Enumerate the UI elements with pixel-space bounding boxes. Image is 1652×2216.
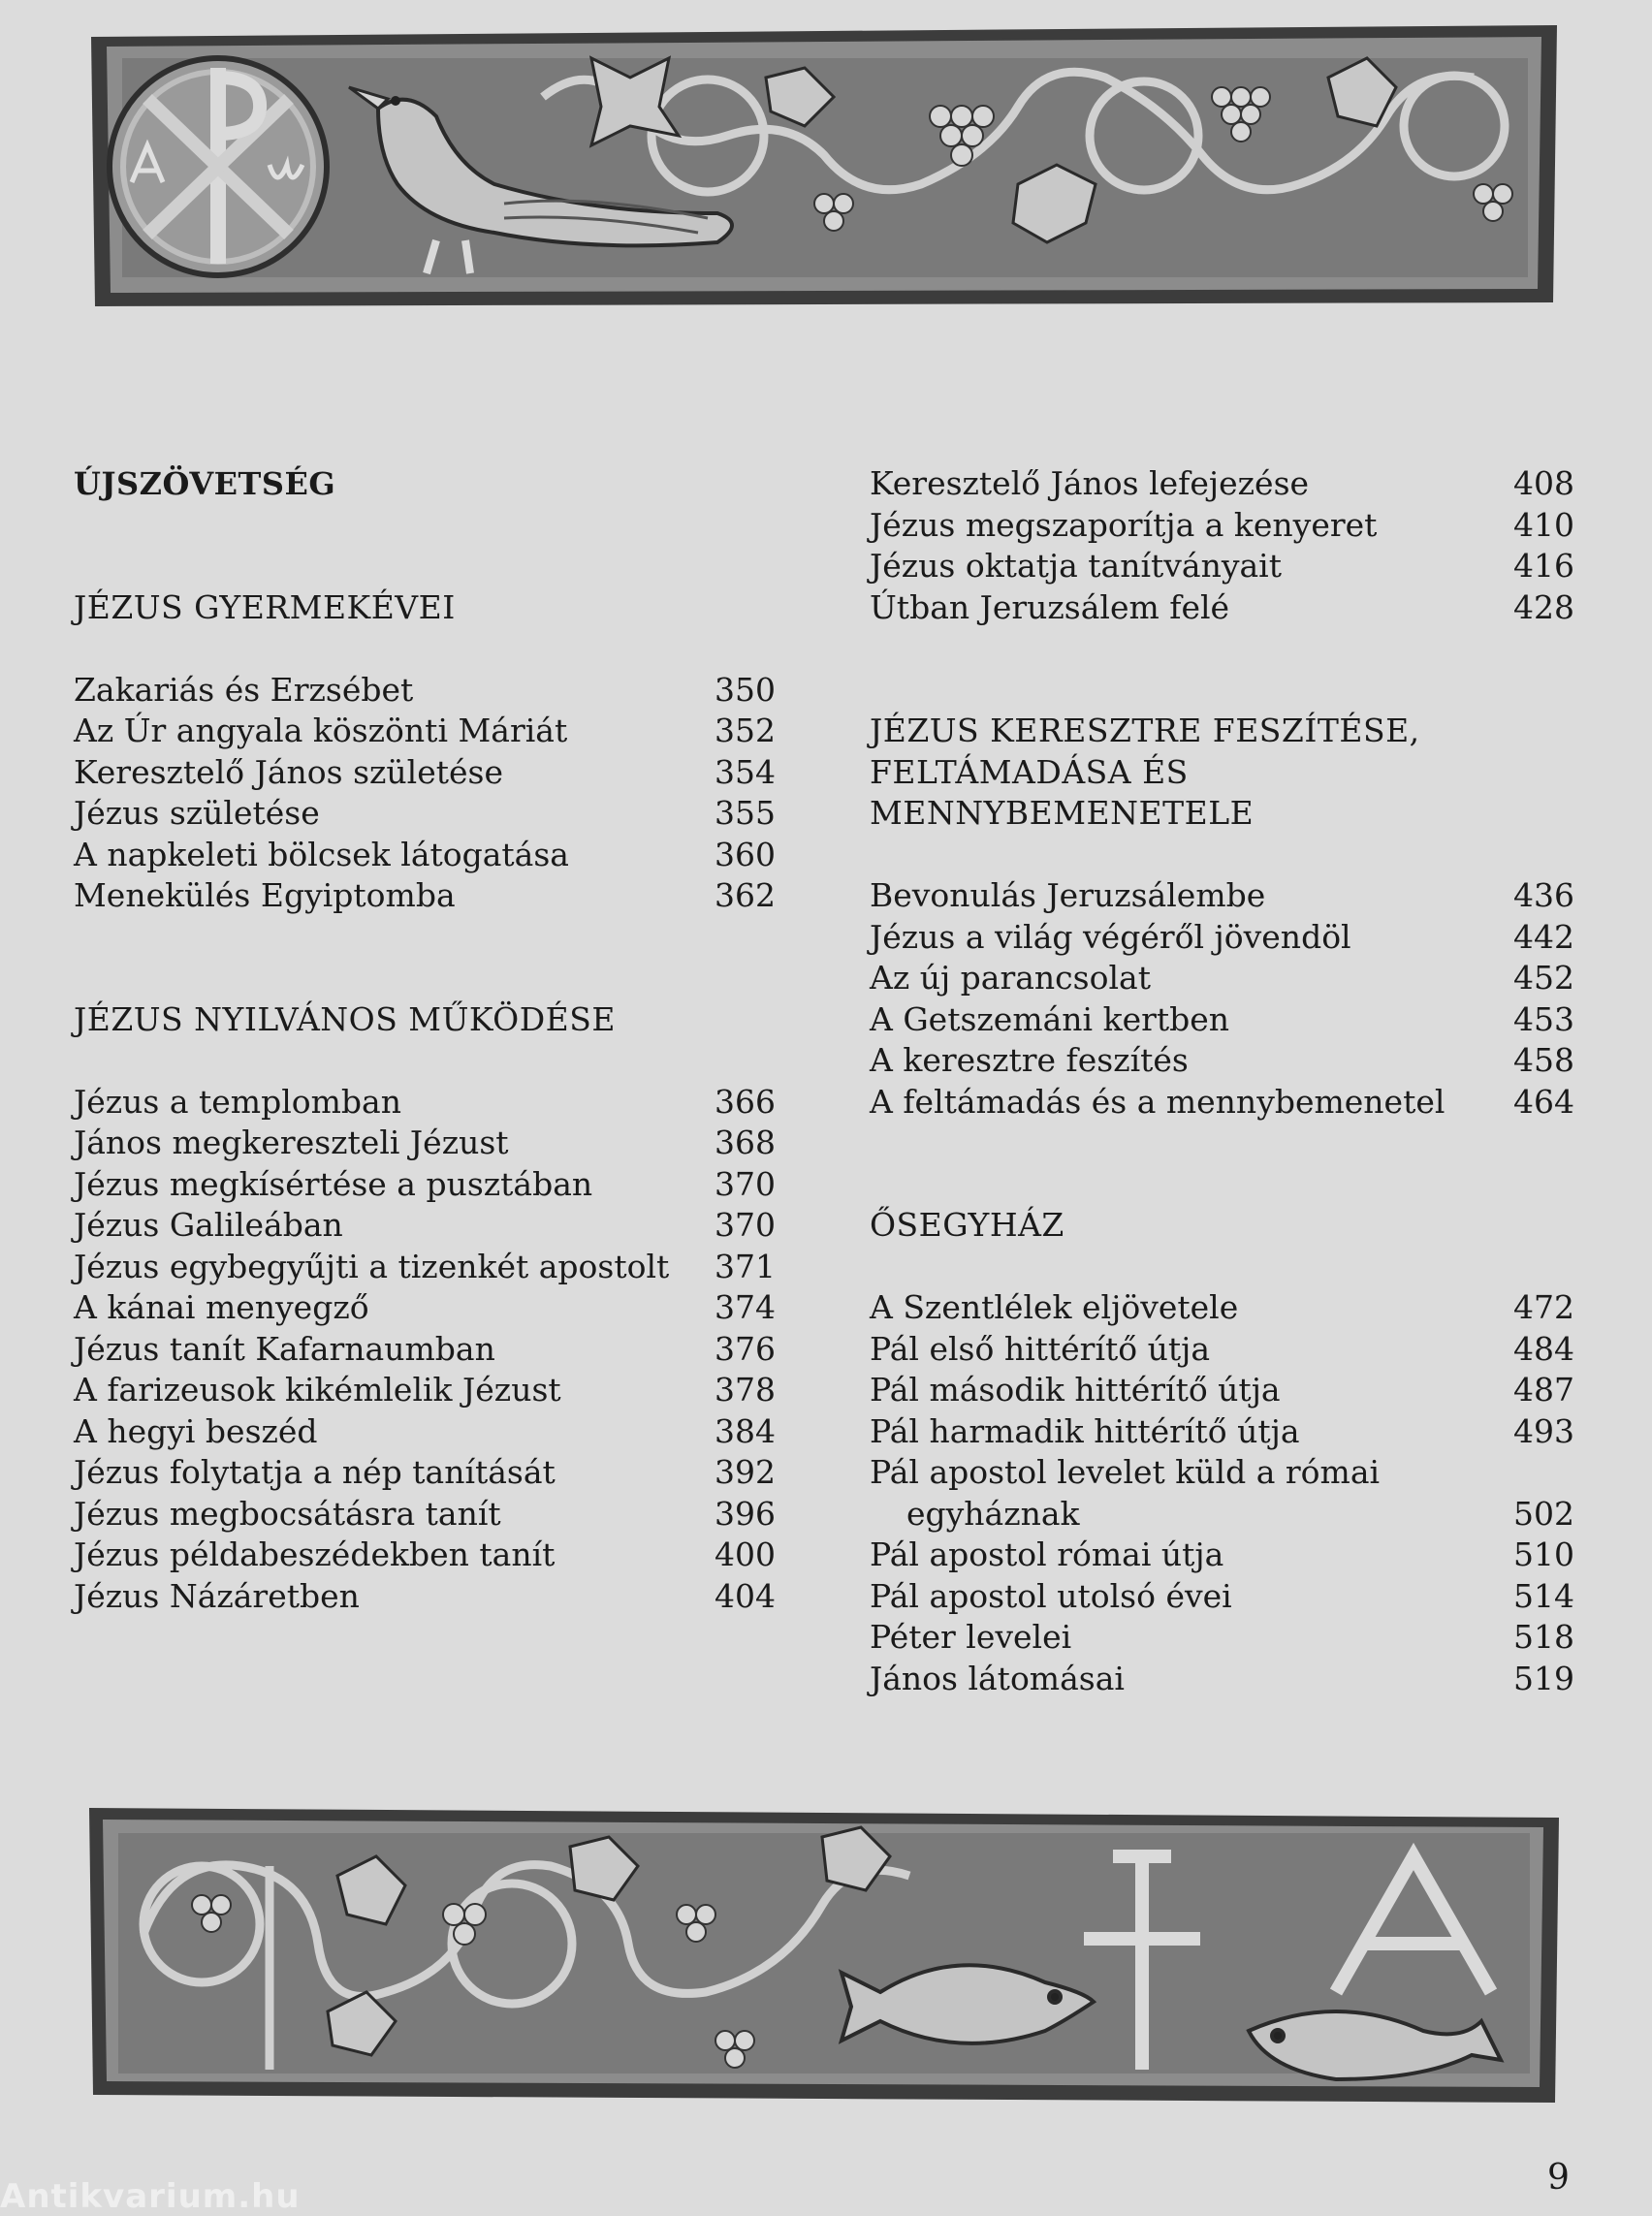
toc-entry: Bevonulás Jeruzsálembe 436 (870, 876, 1574, 914)
toc-entry: A kánai menyegző 374 (74, 1288, 776, 1326)
toc-entry: János látomásai 519 (870, 1659, 1574, 1697)
toc-entry: A farizeusok kikémlelik Jézust 378 (74, 1371, 776, 1409)
toc-entry: Jézus születése 355 (74, 794, 776, 832)
toc-entry: Jézus oktatja tanítványait 416 (870, 547, 1574, 585)
toc-entry: Zakariás és Erzsébet 350 (74, 670, 776, 709)
page-number: 9 (1547, 2158, 1570, 2198)
toc-entry: A feltámadás és a mennybemenetel 464 (870, 1082, 1574, 1121)
toc-entry: egyháznak 502 (906, 1494, 1574, 1533)
toc-entry: A keresztre feszítés 458 (870, 1041, 1574, 1079)
toc-entry: Jézus tanít Kafarnaumban 376 (74, 1329, 776, 1368)
toc-entry: Pál apostol levelet küld a római (870, 1453, 1381, 1491)
toc-entry: A hegyi beszéd 384 (74, 1411, 776, 1450)
toc-entry: A Szentlélek eljövetele 472 (870, 1288, 1574, 1326)
section-heading: MENNYBEMENETELE (870, 794, 1255, 832)
watermark: Antikvarium.hu (0, 2177, 301, 2216)
toc-entry: Jézus példabeszédekben tanít 400 (74, 1535, 776, 1573)
toc-entry: A napkeleti bölcsek látogatása 360 (74, 835, 776, 873)
bottom-carved-frieze (85, 1798, 1563, 2108)
toc-entry: Keresztelő János lefejezése 408 (870, 464, 1574, 502)
toc-entry: Jézus megbocsátásra tanít 396 (74, 1494, 776, 1533)
toc-entry: Jézus egybegyűjti a tizenkét apostolt 371 (74, 1247, 776, 1285)
section-heading: FELTÁMADÁSA ÉS (870, 752, 1189, 791)
toc-entry: Menekülés Egyiptomba 362 (74, 876, 776, 914)
toc-entry: Jézus folytatja a nép tanítását 392 (74, 1453, 776, 1491)
toc-entry: János megkereszteli Jézust 368 (74, 1124, 776, 1161)
toc-entry: Pál második hittérítő útja 487 (870, 1371, 1574, 1409)
toc-entry: Jézus megkísértése a pusztában 370 (74, 1164, 776, 1203)
section-heading: JÉZUS GYERMEKÉVEI (74, 587, 456, 626)
section-heading: ŐSEGYHÁZ (870, 1206, 1064, 1244)
toc-left-column (74, 463, 776, 1617)
toc-entry: Az új parancsolat 452 (870, 959, 1574, 997)
toc-entry: Az Úr angyala köszönti Máriát 352 (74, 712, 776, 749)
top-carved-frieze (87, 19, 1561, 310)
toc-entry: Pál első hittérítő útja 484 (870, 1329, 1574, 1368)
toc-entry: Jézus Názáretben 404 (74, 1576, 776, 1615)
toc-entry: Pál harmadik hittérítő útja 493 (870, 1411, 1574, 1450)
section-heading: JÉZUS KERESZTRE FESZÍTÉSE, (870, 712, 1420, 749)
toc-entry: Jézus a templomban 366 (74, 1082, 776, 1121)
toc-entry: Péter levelei 518 (870, 1618, 1574, 1656)
toc-entry: Jézus a világ végéről jövendöl 442 (870, 917, 1574, 956)
book-title: ÚJSZÖVETSÉG (74, 465, 336, 502)
toc-entry: A Getszemáni kertben 453 (870, 999, 1574, 1038)
toc-entry: Pál apostol utolsó évei 514 (870, 1576, 1574, 1615)
chi-rho-icon (110, 58, 327, 275)
toc-entry: Jézus Galileában 370 (74, 1206, 776, 1244)
toc-entry: Útban Jeruzsálem felé 428 (870, 587, 1574, 626)
toc-right-column (870, 463, 1574, 1699)
toc-entry: Keresztelő János születése 354 (74, 752, 776, 791)
section-heading: JÉZUS NYILVÁNOS MŰKÖDÉSE (74, 999, 616, 1038)
toc-entry: Jézus megszaporítja a kenyeret 410 (870, 505, 1574, 544)
toc-entry: Pál apostol római útja 510 (870, 1535, 1574, 1573)
